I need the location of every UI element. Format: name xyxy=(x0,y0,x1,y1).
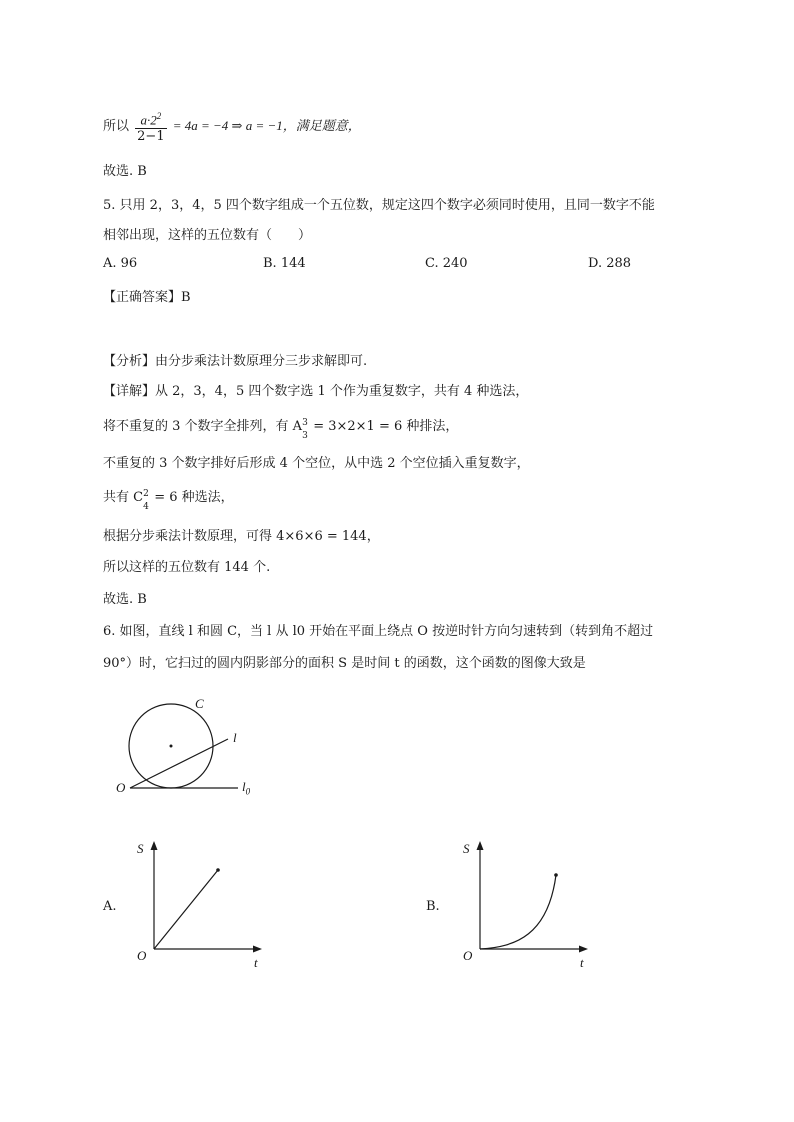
q5-option-b: B. 144 xyxy=(263,256,306,271)
graph-b-endpoint xyxy=(554,873,558,877)
label-l0-sub: 0 xyxy=(245,786,251,797)
circle-diagram xyxy=(100,690,280,805)
perm-sub: 3 xyxy=(302,430,308,441)
q5-detail-6: 所以这样的五位数有 144 个. xyxy=(103,560,271,575)
label-l: l xyxy=(233,730,237,745)
q5-detail-2 xyxy=(103,417,459,441)
line-l xyxy=(130,739,228,788)
graph-b-curve xyxy=(480,875,556,949)
frac-numerator-exp: 2 xyxy=(156,111,162,121)
prev-prefix: 所以 xyxy=(103,119,130,135)
prev-solution-line xyxy=(103,108,361,145)
graph-a-endpoint xyxy=(216,868,220,872)
comb-sub: 4 xyxy=(143,501,149,512)
q6-option-a-label: A. xyxy=(103,899,117,914)
graph-a-label-t: t xyxy=(254,955,258,970)
q5-detail-5: 根据分步乘法计数原理，可得 4×6×6 = 144， xyxy=(103,529,380,544)
label-l0-base: l xyxy=(242,779,246,794)
q5-conclusion: 故选. B xyxy=(103,592,147,607)
q5-detail-3: 不重复的 3 个数字排好后形成 4 个空位，从中选 2 个空位插入重复数字， xyxy=(103,456,530,471)
graph-a-x-arrow xyxy=(253,946,262,953)
prev-equation: = 4a = −4 ⇒ a = −1，满足题意， xyxy=(172,118,361,134)
q5-option-d: D. 288 xyxy=(588,256,632,271)
frac-denominator: 2−1 xyxy=(137,129,165,145)
q5-option-a: A. 96 xyxy=(103,256,138,271)
graph-b-label-s: S xyxy=(463,841,470,856)
label-c: C xyxy=(195,696,204,711)
q5-detail-1: 【详解】从 2，3，4，5 四个数字选 1 个作为重复数字，共有 4 种选法， xyxy=(103,384,529,399)
q5-detail-2-b: = 3×2×1 = 6 种排法， xyxy=(309,419,459,434)
graph-b-label-o: O xyxy=(463,948,473,963)
q5-stem-line1: 5. 只用 2，3，4，5 四个数字组成一个五位数，规定这四个数字必须同时使用，且同一数字不能 xyxy=(103,198,655,213)
q5-analysis: 【分析】由分步乘法计数原理分三步求解即可. xyxy=(103,354,368,369)
q5-detail-4-b: = 6 种选法， xyxy=(150,490,234,505)
frac-numerator: a·2 xyxy=(140,112,157,128)
graph-a-svg xyxy=(130,835,270,975)
graph-b-label-t: t xyxy=(580,955,584,970)
graph-a-curve xyxy=(154,870,218,949)
graph-a-y-arrow xyxy=(151,841,158,850)
circle-center xyxy=(170,745,173,748)
q5-detail-4 xyxy=(103,488,234,512)
q5-detail-4-a: 共有 C xyxy=(103,490,144,505)
graph-b-y-arrow xyxy=(477,841,484,850)
q6-option-b-label: B. xyxy=(426,899,440,914)
graph-b-x-arrow xyxy=(579,946,588,953)
q6-stem-line1: 6. 如图，直线 l 和圆 C，当 l 从 l0 开始在平面上绕点 O 按逆时针方向匀速转到（转到角不超过 xyxy=(103,624,654,639)
q5-option-c: C. 240 xyxy=(425,256,468,271)
graph-a xyxy=(130,835,270,975)
label-o: O xyxy=(116,780,126,795)
graph-b xyxy=(456,835,596,975)
graph-b-svg xyxy=(456,835,596,975)
comb-sup: 2 xyxy=(143,488,149,499)
fraction xyxy=(135,108,166,145)
q5-stem-line2: 相邻出现，这样的五位数有（ ） xyxy=(103,228,312,243)
graph-a-label-s: S xyxy=(137,841,144,856)
circle-figure xyxy=(100,690,280,805)
perm-sup: 3 xyxy=(302,417,308,428)
q6-stem-line2: 90°）时，它扫过的圆内阴影部分的面积 S 是时间 t 的函数，这个函数的图像大致是 xyxy=(103,656,586,671)
graph-a-label-o: O xyxy=(137,948,147,963)
label-l0 xyxy=(242,779,250,797)
q5-answer: 【正确答案】B xyxy=(103,290,191,305)
prev-conclusion: 故选. B xyxy=(103,164,147,179)
q5-detail-2-a: 将不重复的 3 个数字全排列，有 A xyxy=(103,419,303,434)
